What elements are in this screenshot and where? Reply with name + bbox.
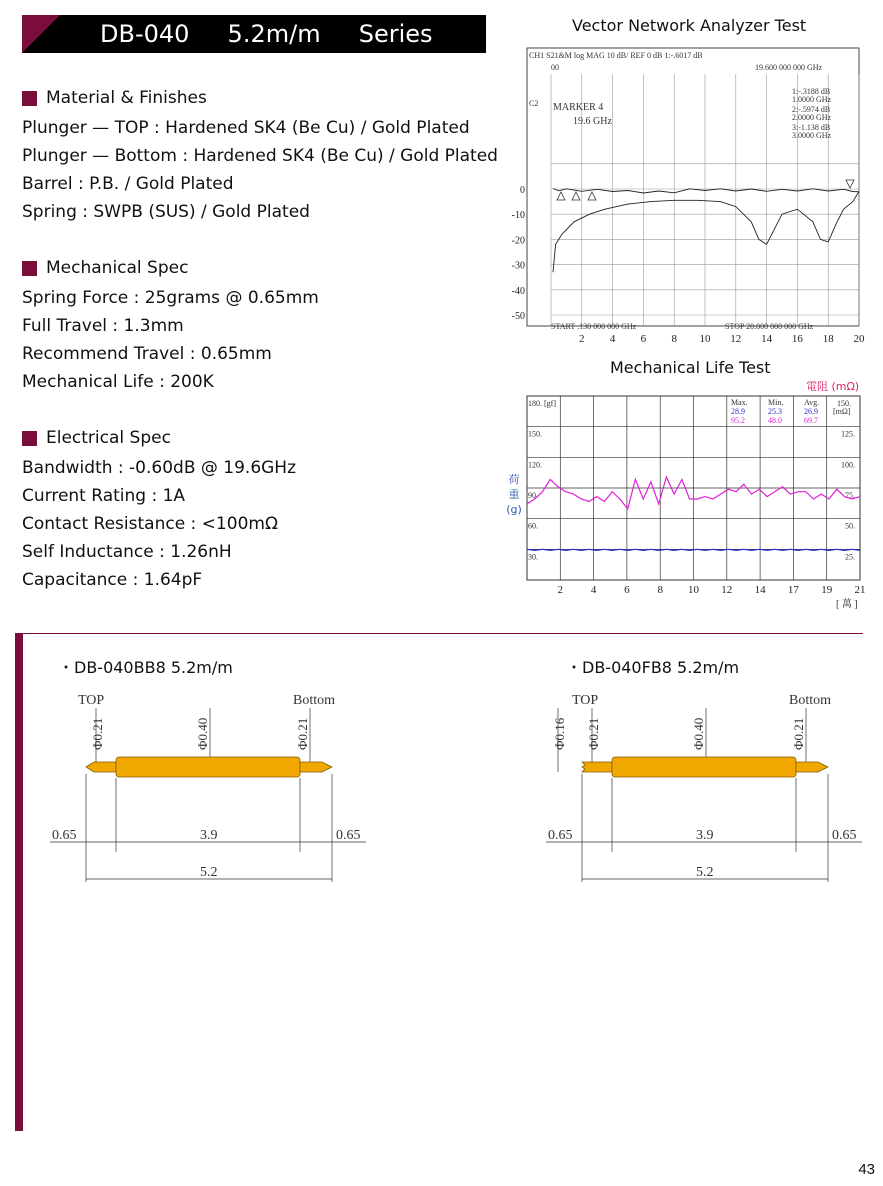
life-left-tick: 120. bbox=[528, 460, 542, 470]
life-stats-resistance: 48.0 bbox=[768, 416, 782, 425]
vna-x-tick: 14 bbox=[761, 333, 773, 345]
vna-marker-row: 2:-.5974 dB bbox=[792, 105, 831, 114]
material-line: Plunger — Bottom : Hardened SK4 (Be Cu) / Gold Plated bbox=[22, 146, 498, 166]
vna-header-text: CH1 S21&M log MAG 10 dB/ REF 0 dB 1:-.6017 dB bbox=[529, 51, 703, 60]
probe-fb8 bbox=[582, 757, 828, 777]
marker-3-icon bbox=[588, 192, 596, 200]
vna-x-tick: 12 bbox=[730, 333, 742, 345]
part-drawing-fb8 bbox=[536, 682, 876, 892]
life-left-ticks bbox=[528, 430, 542, 562]
bullet-square-icon bbox=[22, 261, 37, 276]
vna-y-tick: -50 bbox=[511, 311, 525, 322]
vna-y-tick: 0 bbox=[520, 185, 525, 196]
electrical-line: Current Rating : 1A bbox=[22, 486, 186, 506]
label-bottom: Bottom bbox=[789, 693, 832, 708]
dim-label: 0.65 bbox=[548, 828, 573, 843]
life-x-tick: 12 bbox=[721, 584, 733, 596]
section-divider bbox=[22, 633, 863, 634]
probe-bb8 bbox=[86, 757, 332, 777]
material-heading bbox=[22, 88, 207, 108]
vna-marker-row: 3.0000 GHz bbox=[792, 131, 832, 140]
life-stats-table bbox=[731, 398, 819, 425]
life-right-tick: 100. bbox=[841, 460, 855, 470]
life-chart-title: Mechanical Life Test bbox=[610, 358, 771, 377]
life-x-tick: 21 bbox=[854, 584, 865, 596]
vna-y-tick: -30 bbox=[511, 260, 525, 272]
part-drawing-bb8 bbox=[40, 682, 380, 892]
life-x-tick: 17 bbox=[787, 584, 799, 596]
material-line: Barrel : P.B. / Gold Plated bbox=[22, 174, 234, 194]
mechanical-line: Spring Force : 25grams @ 0.65mm bbox=[22, 288, 319, 308]
label-top: TOP bbox=[572, 693, 599, 708]
vna-marker-row: 3:-1.138 dB bbox=[792, 123, 831, 132]
mechanical-line: Full Travel : 1.3mm bbox=[22, 316, 184, 336]
life-right-tick: 25. bbox=[845, 552, 855, 562]
vna-series-line bbox=[553, 192, 859, 273]
mechanical-line: Recommend Travel : 0.65mm bbox=[22, 344, 272, 364]
vna-chart bbox=[505, 44, 865, 350]
part-title-fb8: ・DB-040FB8 5.2m/m bbox=[566, 658, 740, 677]
material-list bbox=[22, 114, 498, 226]
vna-x-tick: 16 bbox=[791, 333, 803, 345]
electrical-line: Self Inductance : 1.26nH bbox=[22, 542, 232, 562]
diameter-label: Φ0.16 bbox=[552, 717, 567, 750]
life-left-unit bbox=[506, 472, 522, 517]
vna-chart-title: Vector Network Analyzer Test bbox=[572, 16, 807, 35]
life-left-unit-char: 重 bbox=[508, 488, 520, 501]
barrel bbox=[116, 757, 300, 777]
bullet-square-icon bbox=[22, 91, 37, 106]
plunger-bottom bbox=[796, 762, 828, 772]
mechanical-line: Mechanical Life : 200K bbox=[22, 372, 214, 392]
life-right-tick: 75. bbox=[845, 491, 855, 500]
life-left-top-label: 180. [gf] bbox=[528, 399, 556, 408]
electrical-heading-text: Electrical Spec bbox=[46, 428, 171, 448]
vna-x-tick: 6 bbox=[640, 333, 647, 345]
vna-c2-label: C2 bbox=[529, 99, 539, 108]
life-x-tick: 19 bbox=[821, 584, 833, 596]
life-x-tick: 2 bbox=[557, 584, 564, 596]
electrical-list bbox=[22, 454, 296, 594]
diameter-label: Φ0.40 bbox=[691, 717, 706, 750]
vna-marker-row: 1:-.3188 dB bbox=[792, 87, 831, 96]
life-x-tick: 4 bbox=[590, 584, 597, 596]
vna-y-tick: -10 bbox=[511, 210, 525, 222]
life-x-tick: 14 bbox=[754, 584, 766, 596]
marker-2-icon bbox=[572, 192, 580, 200]
vna-start-label: START .130 000 000 GHz bbox=[551, 322, 637, 331]
life-right-tick: 50. bbox=[845, 521, 855, 531]
vna-x-tick: 20 bbox=[853, 333, 865, 345]
life-x-unit: [ 萬 ] bbox=[836, 599, 858, 610]
diameter-label: Φ0.21 bbox=[90, 717, 105, 750]
header-accent bbox=[22, 15, 60, 53]
label-top: TOP bbox=[78, 693, 105, 708]
vna-x-tick: 8 bbox=[671, 333, 677, 345]
mechanical-heading bbox=[22, 258, 188, 278]
mechanical-list bbox=[22, 284, 319, 396]
vna-marker-row: 2.0000 GHz bbox=[792, 113, 832, 122]
life-force-line bbox=[527, 549, 860, 550]
life-left-unit-char: 荷 bbox=[508, 473, 520, 486]
mechanical-heading-text: Mechanical Spec bbox=[46, 258, 189, 278]
material-heading-text: Material & Finishes bbox=[46, 88, 207, 108]
dim-label: 0.65 bbox=[52, 828, 77, 843]
marker-1-icon bbox=[557, 192, 565, 200]
vna-x-tick: 18 bbox=[822, 333, 834, 345]
life-x-ticks bbox=[558, 584, 865, 596]
life-x-tick: 8 bbox=[657, 584, 663, 596]
vna-x-tick: 4 bbox=[609, 333, 616, 345]
vna-x-tick: 2 bbox=[579, 333, 585, 345]
life-left-tick: 60. bbox=[528, 521, 538, 531]
label-bottom: Bottom bbox=[293, 693, 336, 708]
life-left-tick: 30. bbox=[528, 552, 538, 562]
vna-ch-label: 00 bbox=[551, 63, 559, 72]
dim-label: 0.65 bbox=[832, 828, 857, 843]
barrel bbox=[612, 757, 796, 777]
plunger-bottom bbox=[300, 762, 332, 772]
sidebar-accent bbox=[15, 633, 23, 1131]
life-stats-header: Min. bbox=[768, 398, 784, 407]
life-stats-header: Max. bbox=[731, 398, 748, 407]
life-x-tick: 10 bbox=[688, 584, 699, 596]
vna-series bbox=[553, 189, 859, 273]
life-right-top-label: 150. bbox=[837, 399, 851, 408]
life-chart bbox=[525, 394, 865, 612]
life-left-tick: 90. bbox=[528, 491, 538, 500]
part-title-bb8: ・DB-040BB8 5.2m/m bbox=[58, 658, 233, 677]
life-right-top-unit: [mΩ] bbox=[833, 407, 851, 416]
dim-label: 3.9 bbox=[696, 828, 714, 843]
life-stats-header: Avg. bbox=[804, 398, 820, 407]
material-line: Plunger — TOP : Hardened SK4 (Be Cu) / Gold Plated bbox=[22, 118, 470, 138]
vna-axis-ticks bbox=[512, 185, 865, 345]
diameter-label: Φ0.21 bbox=[791, 717, 806, 750]
vna-marker-freq: 19.6 GHz bbox=[573, 116, 612, 127]
diameter-label: Φ0.21 bbox=[586, 717, 601, 750]
life-x-tick: 6 bbox=[624, 584, 630, 596]
dim-label: 3.9 bbox=[200, 828, 218, 843]
life-stats-resistance: 95.2 bbox=[731, 416, 745, 425]
page-title: DB-040 5.2m/m Series bbox=[100, 20, 433, 48]
electrical-heading bbox=[22, 428, 171, 448]
plunger-top bbox=[86, 762, 116, 772]
vna-y-tick: -40 bbox=[511, 285, 525, 297]
dim-total: 5.2 bbox=[200, 865, 218, 880]
vna-header-freq: 19.600 000 000 GHz bbox=[755, 63, 823, 72]
vna-marker-row: 1.0000 GHz bbox=[792, 95, 832, 104]
electrical-line: Capacitance : 1.64pF bbox=[22, 570, 203, 590]
life-left-unit-char: (g) bbox=[506, 503, 522, 516]
vna-x-tick: 10 bbox=[699, 333, 711, 345]
dim-label: 0.65 bbox=[336, 828, 361, 843]
vna-marker-label: MARKER 4 bbox=[553, 102, 604, 113]
vna-marker-table bbox=[792, 87, 832, 140]
life-right-unit: 電阻 (mΩ) bbox=[806, 380, 860, 393]
bullet-square-icon bbox=[22, 431, 37, 446]
electrical-line: Bandwidth : -0.60dB @ 19.6GHz bbox=[22, 458, 297, 478]
dim-total: 5.2 bbox=[696, 865, 714, 880]
electrical-line: Contact Resistance : <100mΩ bbox=[22, 514, 278, 534]
life-left-tick: 150. bbox=[528, 429, 542, 439]
vna-stop-label: STOP 20.000 000 000 GHz bbox=[725, 322, 814, 331]
life-stats-resistance: 69.7 bbox=[804, 416, 818, 425]
life-right-tick: 125. bbox=[841, 429, 855, 439]
plunger-top bbox=[582, 762, 612, 772]
diameter-label: Φ0.40 bbox=[195, 717, 210, 750]
life-stats-force: 26.9 bbox=[804, 407, 818, 416]
page-number: 43 bbox=[858, 1161, 875, 1178]
life-stats-force: 28.9 bbox=[731, 407, 745, 416]
life-stats-force: 25.3 bbox=[768, 407, 782, 416]
vna-y-tick: -20 bbox=[511, 235, 525, 247]
marker-4-icon bbox=[846, 180, 854, 188]
material-line: Spring : SWPB (SUS) / Gold Plated bbox=[22, 202, 310, 222]
diameter-label: Φ0.21 bbox=[295, 717, 310, 750]
